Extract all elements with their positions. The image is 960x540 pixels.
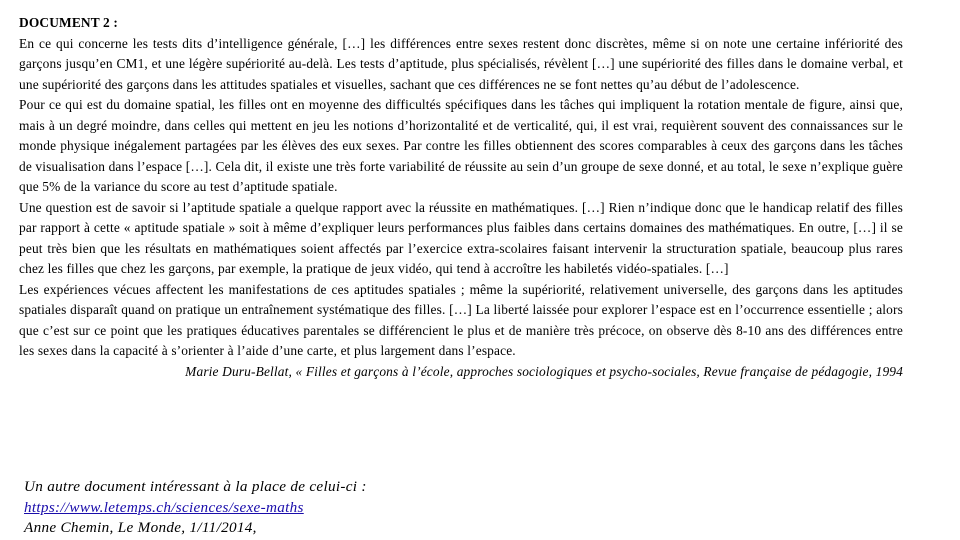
paragraph-3: Une question est de savoir si l’aptitude spatiale a quelque rapport avec la réussite en mathématiques. […] Rien n’indique donc que le handicap relatif des filles par rapport à cette « aptitude spatiale » soit à même d’expliquer leurs performances plus faibles dans certains domaines des mathématiques. En outre, […] il se peut très bien que les résultats en mathématiques soient affectés par l’exercice extra-scolaires faisant intervenir la structuration spatiale, beaucoup plus rares chez les filles que chez les garçons, par exemple, la pratique de jeux vidéo, qui tend à accroître les habiletés vidéo-spatiales. […]: [19, 199, 903, 276]
note-intro: Un autre document intéressant à la place de celui-ci :: [24, 478, 367, 495]
source-citation: Marie Duru-Bellat, « Filles et garçons à l’école, approches sociologiques et psycho-sociales, Revue française de pédagogie, 1994: [185, 363, 903, 379]
article-link[interactable]: https://www.letemps.ch/sciences/sexe-maths: [24, 498, 304, 516]
document-body: [19, 13, 903, 382]
paragraph-4: Les expériences vécues affectent les manifestations de ces aptitudes spatiales ; même la supériorité, relativement universelle, des garçons dans les aptitudes spatiales disparaît quand on pratique un entraînement systématique des filles. […] La liberté laissée pour explorer l’espace est en l’occurrence essentielle ; alors que c’est sur ce point que les pratiques éducatives parentales se différencient le plus et de manière très précoce, on observe dès 8-10 ans des différences entre les sexes dans la capacité à s’orienter à l’aide d’une carte, et plus largement dans l’espace.: [19, 281, 903, 358]
paragraph-1: En ce qui concerne les tests dits d’intelligence générale, […] les différences entre sexes restent donc discrètes, même si on note une certaine infériorité des garçons jusqu’en CM1, et une légère supériorité au-delà. Les tests d’aptitude, plus spécialisés, révèlent […] une supériorité des filles dans le domaine verbal, et une supériorité des garçons dans les attitudes spatiales et visuelles, sachant que ces différences ne se font nettes qu’au début de l’adolescence.: [19, 35, 903, 92]
note-source: Anne Chemin, Le Monde, 1/11/2014,: [24, 519, 257, 536]
paragraph-2: Pour ce qui est du domaine spatial, les filles ont en moyenne des difficultés spécifiques dans les tâches qui impliquent la rotation mentale de figure, ainsi que, mais à un degré moindre, dans celles qui mettent en jeu les notions d’horizontalité et de verticalité, qui, il est vrai, requièrent souvent des connaissances sur le monde physique inégalement partagées par les élèves des eux sexes. Par contre les filles obtiennent des scores comparables à ceux des garçons dans les tâches de visualisation dans l’espace […]. Cela dit, il existe une très forte variabilité de réussite au sein d’un groupe de sexe donné, et au total, le sexe n’explique guère que 5% de la variance du score au test d’aptitude spatiale.: [19, 97, 903, 194]
alternative-document-note: [24, 477, 584, 539]
note-link-line: [24, 498, 584, 519]
document-title: DOCUMENT 2 :: [19, 15, 119, 30]
